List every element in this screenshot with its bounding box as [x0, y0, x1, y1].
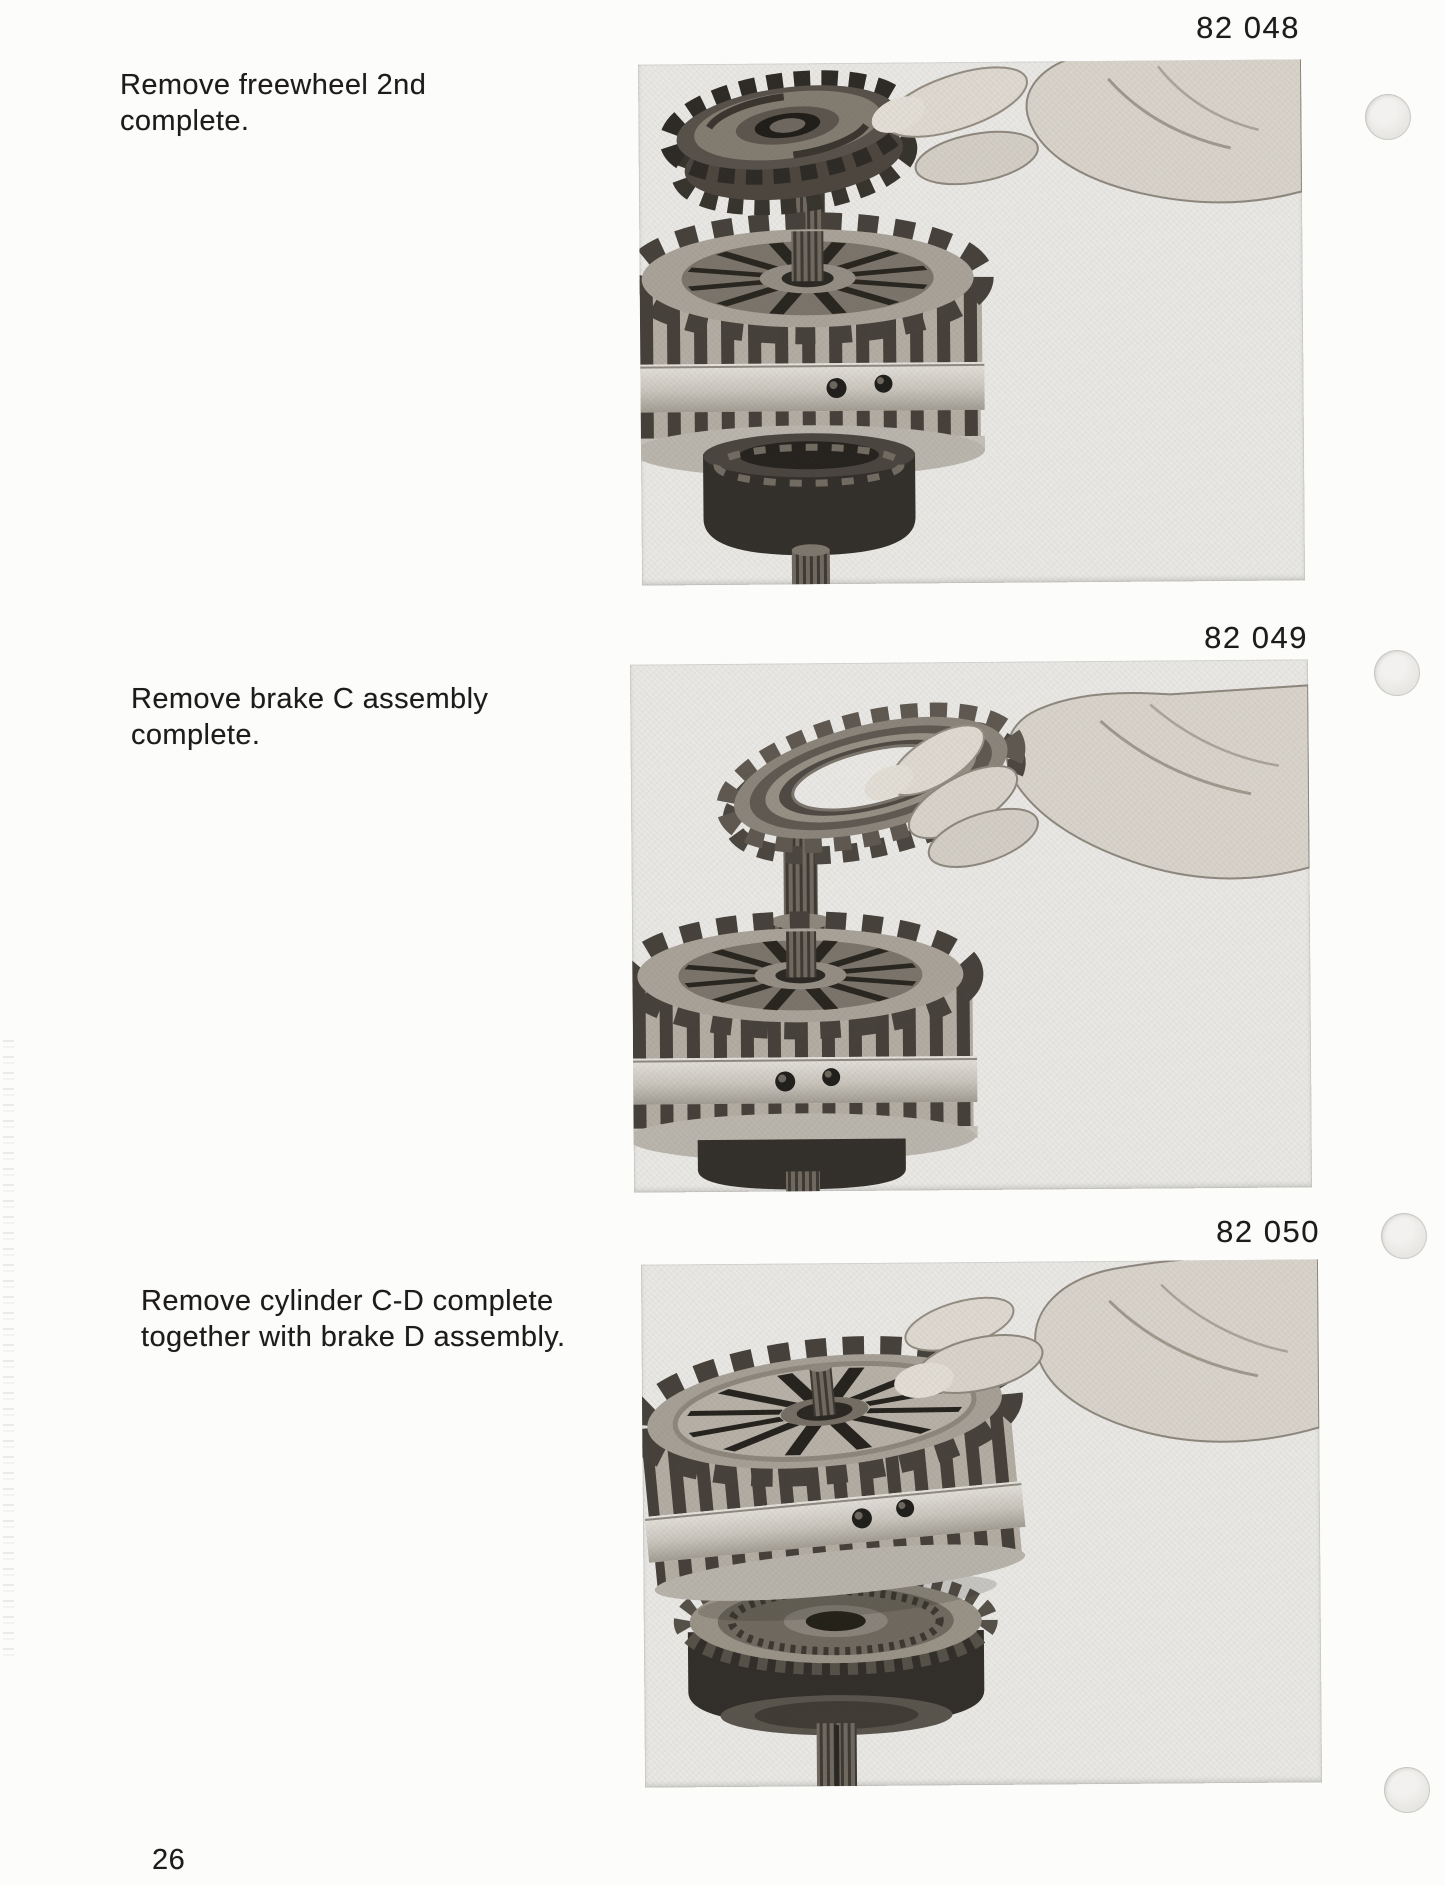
caption-line: Remove brake C assembly [131, 683, 489, 715]
freewheel-gear [667, 71, 912, 216]
punch-hole [1365, 94, 1411, 140]
figure-label: 82 048 [1196, 10, 1300, 45]
figure-label: 82 050 [1216, 1214, 1320, 1249]
hand [1006, 685, 1310, 880]
figure-photo-brake-c-removal [630, 659, 1312, 1192]
clutch-drum [630, 925, 978, 1163]
hand [1035, 1259, 1320, 1443]
figure-label: 82 049 [1204, 620, 1308, 655]
caption-line: together with brake D assembly. [141, 1320, 566, 1353]
figure-caption [131, 682, 488, 753]
punch-hole [1384, 1767, 1430, 1813]
caption-line: complete. [120, 104, 250, 137]
punch-hole [1381, 1213, 1427, 1259]
figure-caption [120, 68, 426, 139]
caption-line: Remove cylinder C-D complete [141, 1285, 554, 1317]
caption-line: complete. [131, 718, 261, 751]
fingers [891, 1287, 1048, 1404]
hand [1026, 59, 1302, 203]
punch-hole [1374, 650, 1420, 696]
lower-drum [703, 432, 916, 585]
lower-drum [698, 1139, 906, 1193]
page-number: 26 [152, 1844, 186, 1876]
figure-photo-freewheel-removal [638, 59, 1305, 585]
gutter-scan-marks [3, 1040, 14, 1660]
photo-illustration [638, 59, 1305, 585]
figure-photo-cylinder-cd-removal [641, 1259, 1322, 1787]
photo-illustration [630, 659, 1312, 1192]
shaft [817, 1723, 857, 1786]
photo-illustration [641, 1259, 1322, 1787]
figure-caption [141, 1284, 566, 1355]
caption-line: Remove freewheel 2nd [120, 69, 427, 101]
